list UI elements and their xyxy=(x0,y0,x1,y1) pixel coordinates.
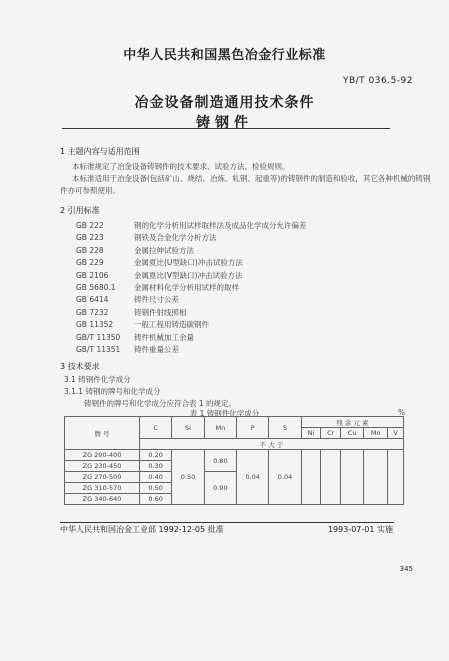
reference-title: 铸件重量公差 xyxy=(134,344,179,354)
col-p-header: P xyxy=(237,417,269,439)
reference-item xyxy=(76,270,307,282)
section-3-1-heading: 3.1 铸钢件化学成分 xyxy=(64,375,131,384)
reference-item xyxy=(76,257,307,269)
col-cr-header: Cr xyxy=(321,428,341,439)
c-cell: 0.30 xyxy=(140,461,172,472)
c-cell: 0.20 xyxy=(140,450,172,461)
c-cell: 0.40 xyxy=(140,472,172,483)
reference-item xyxy=(76,344,307,356)
section-3-paragraph: 铸钢件的牌号和化学成分应符合表 1 的规定。 xyxy=(84,399,237,408)
s-cell: 0.04 xyxy=(269,450,301,505)
title-rule xyxy=(62,128,390,129)
reference-code: GB 5680.1 xyxy=(76,282,116,292)
reference-item xyxy=(76,332,307,344)
mn-cell: 0.90 xyxy=(204,472,236,505)
table-row xyxy=(65,450,404,461)
c-cell: 0.50 xyxy=(140,483,172,494)
document-title: 冶金设备制造通用技术条件 xyxy=(134,95,315,111)
p-cell: 0.04 xyxy=(237,450,269,505)
reference-title: 金属夏比(V型缺口)冲击试验方法 xyxy=(134,270,243,280)
reference-code: GB 229 xyxy=(76,258,104,268)
section-1-heading: 1 主题内容与适用范围 xyxy=(60,147,140,156)
col-c-header: C xyxy=(140,417,172,439)
document-org-header: 中华人民共和国黑色冶金行业标准 xyxy=(123,48,326,63)
reference-item xyxy=(76,245,307,257)
reference-title: 一般工程用铸造碳钢件 xyxy=(134,320,209,330)
table-unit: % xyxy=(398,408,406,417)
grade-cell: ZG 340-640 xyxy=(65,494,140,505)
reference-item xyxy=(76,319,307,331)
col-ni-header: Ni xyxy=(301,428,320,439)
reference-title: 铸件机械加工余量 xyxy=(134,332,194,342)
reference-item xyxy=(76,294,307,306)
grade-cell: ZG 310-570 xyxy=(65,483,140,494)
reference-item xyxy=(76,282,307,294)
reference-title: 金属夏比(U型缺口)冲击试验方法 xyxy=(134,258,243,268)
col-v-header: V xyxy=(388,428,404,439)
reference-code: GB 7232 xyxy=(76,307,109,317)
reference-title: 金属材料化学分析用试样的取样 xyxy=(134,282,239,292)
col-cu-header: Cu xyxy=(341,428,364,439)
grade-cell: ZG 200-400 xyxy=(65,450,140,461)
section-1-paragraph-3: 件亦可参照使用。 xyxy=(60,186,120,195)
grade-cell: ZG 270-500 xyxy=(65,472,140,483)
reference-code: GB 2106 xyxy=(76,270,109,280)
reference-title: 金属拉伸试验方法 xyxy=(134,245,194,255)
page-number: 345 xyxy=(399,565,413,573)
document-subtitle: 铸钢件 xyxy=(196,115,253,131)
reference-code: GB 222 xyxy=(76,221,104,230)
section-3-heading: 3 技术要求 xyxy=(60,362,100,371)
not-greater-than-row: 不 大 于 xyxy=(140,439,404,450)
table-caption: 表 1 铸钢件化学成分 xyxy=(189,409,260,418)
grade-cell: ZG 230-450 xyxy=(65,461,140,472)
approval-note: 中华人民共和国冶金工业部 1992-12-05 批准 xyxy=(60,525,224,534)
reference-item xyxy=(76,232,307,244)
section-1-paragraph-1: 本标准规定了冶金设备铸钢件的技术要求、试验方法、检验规则。 xyxy=(72,162,290,171)
reference-code: GB 223 xyxy=(76,233,104,243)
footer-rule xyxy=(60,522,394,523)
col-s-header: S xyxy=(269,417,301,439)
mn-cell: 0.80 xyxy=(204,450,236,472)
reference-item xyxy=(76,220,307,232)
standard-number: YB/T 036.5-92 xyxy=(342,76,413,86)
reference-title: 钢铁及合金化学分析方法 xyxy=(134,233,217,243)
col-mo-header: Mo xyxy=(364,428,388,439)
col-si-header: Si xyxy=(172,417,204,439)
chemical-composition-table xyxy=(64,416,404,505)
reference-list xyxy=(76,220,307,356)
reference-code: GB 6414 xyxy=(76,295,109,305)
reference-code: GB 228 xyxy=(76,245,104,255)
reference-title: 铸钢件射线照相 xyxy=(134,307,187,317)
residual-group-header: 残 余 元 素 xyxy=(301,417,403,428)
col-mn-header: Mn xyxy=(204,417,236,439)
reference-code: GB/T 11351 xyxy=(76,344,121,354)
implementation-date: 1993-07-01 实施 xyxy=(327,525,393,534)
section-3-1-1-heading: 3.1.1 铸钢的牌号和化学成分 xyxy=(64,387,161,396)
reference-title: 钢的化学分析用试样取样法及成品化学成分允许偏差 xyxy=(134,221,307,230)
c-cell: 0.60 xyxy=(140,494,172,505)
col-grade-header: 牌 号 xyxy=(65,417,140,450)
si-cell: 0.50 xyxy=(172,450,204,505)
section-2-heading: 2 引用标准 xyxy=(60,206,100,215)
section-1-paragraph-2: 本标准适用于冶金设备(包括矿山、烧结、冶炼、轧钢、起重等)的铸钢件的制造和验收，其它各种机械的铸钢 xyxy=(72,174,431,183)
reference-item xyxy=(76,307,307,319)
reference-code: GB/T 11350 xyxy=(76,332,121,342)
reference-title: 铸件尺寸公差 xyxy=(134,295,179,305)
reference-code: GB 11352 xyxy=(76,320,114,330)
